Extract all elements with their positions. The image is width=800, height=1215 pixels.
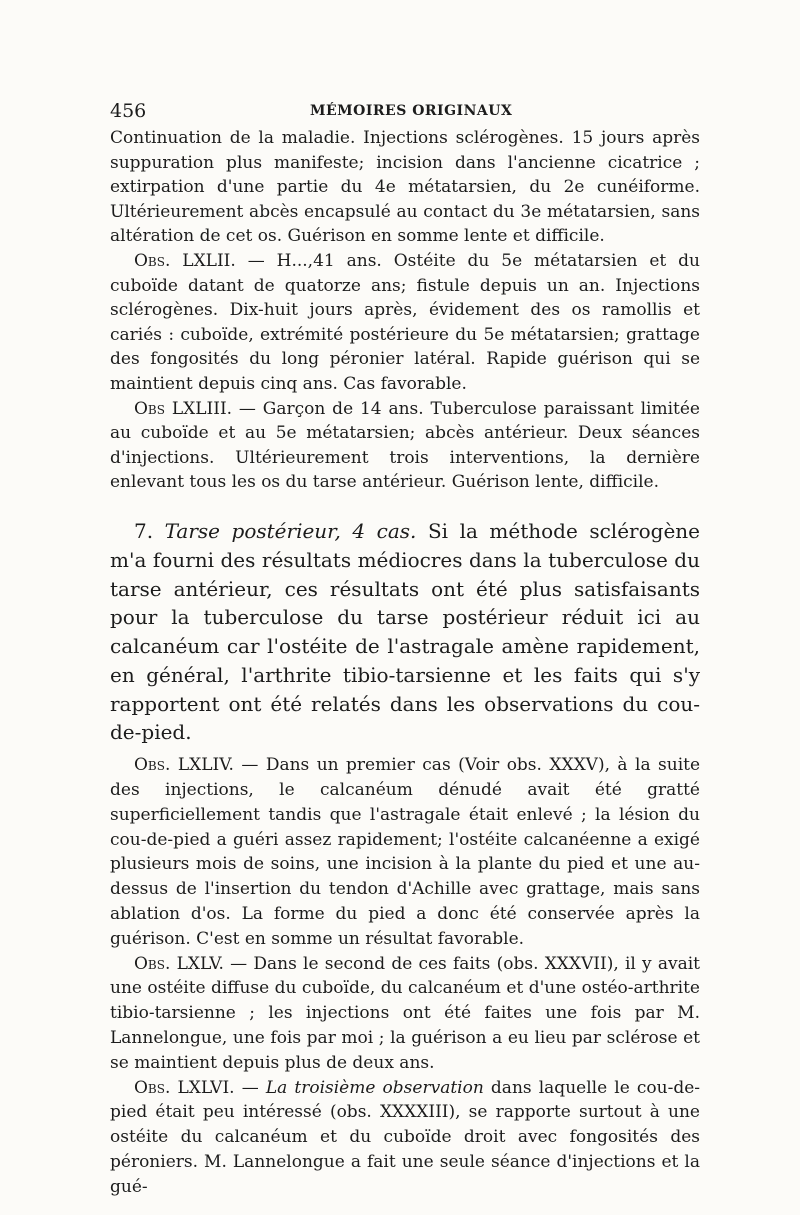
- page-header: [110, 96, 700, 126]
- observation-lxlii: [110, 249, 700, 397]
- paragraph-continuation: [110, 126, 700, 249]
- observation-label: Obs. LXLIV. —: [134, 755, 259, 776]
- observation-label: Obs. LXLV. —: [134, 953, 248, 974]
- observation-lxlv: [110, 952, 700, 1076]
- paragraph-text: Continuation de la maladie. Injections sclérogènes. 15 jours après suppuration plus manifeste; incision dans l'ancienne cicatrice ; extirpation d'une partie du 4e métatarsien, du 2e cunéiforme. Ultérieurement abcès encapsulé au contact du 3e métatarsien, sans altération de cet os. Guérison en somme lente et difficile.: [110, 128, 700, 247]
- section-title: Tarse postérieur, 4 cas.: [164, 518, 417, 543]
- section-paragraph: [110, 517, 700, 747]
- case-notes-top: [110, 126, 700, 495]
- observation-text: dans laquelle le cou-de-pied était peu intéressé (obs. XXXXIII), se rapporte surtout à une ostéite du calcanéum et du cuboïde droit avec fongosités des péroniers. M. Lannelongue a fait une seule séance d'injections et la gué-: [110, 1077, 701, 1197]
- observation-lxliii: [110, 397, 700, 495]
- observation-label: Obs LXLIII. —: [134, 398, 256, 419]
- section-number: 7.: [134, 518, 154, 543]
- observation-text: Garçon de 14 ans. Tuberculose paraissant limitée au cuboïde et au 5e métatarsien; abcès antérieur. Deux séances d'injections. Ultérieurement trois interventions, la dernière enlevant tous les os du tarse antérieur. Guérison lente, difficile.: [110, 398, 700, 493]
- observation-label: Obs. LXLII. —: [134, 250, 265, 271]
- observation-lxliv: [110, 753, 700, 951]
- observation-text: Dans un premier cas (Voir obs. XXXV), à la suite des injections, le calcanéum dénudé avait été gratté superficiellement tandis que l'astragale était enlevé ; la lésion du cou-de-pied a guéri assez rapidement; l'ostéite calcanéenne a exigé plusieurs mois de soins, une incision à la plante du pied et une au-dessus de l'insertion du tendon d'Achille avec grattage, mais sans ablation d'os. La forme du pied a donc été conservée après la guérison. C'est en somme un résultat favorable.: [110, 755, 701, 949]
- page-number: 456: [110, 100, 147, 122]
- observation-italic-lead: La troisième observation: [265, 1077, 484, 1098]
- observation-text: H...,41 ans. Ostéite du 5e métatarsien et du cuboïde datant de quatorze ans; fistule depuis un an. Injections sclérogènes. Dix-huit jours après, évidement des os ramollis et cariés : cuboïde, extrémité postérieure du 5e métatarsien; grattage des fongosités du long péronier latéral. Rapide guérison qui se maintient depuis cinq ans. Cas favorable.: [110, 250, 701, 394]
- running-title: MÉMOIRES ORIGINAUX: [310, 103, 513, 119]
- observation-text: Dans le second de ces faits (obs. XXXVII), il y avait une ostéite diffuse du cuboïde, du calcanéum et d'une ostéo-arthrite tibio-tarsienne ; les injections ont été faites une fois par M. Lannelongue, une fois par moi ; la guérison a eu lieu par sclérose et se maintient depuis plus de deux ans.: [110, 953, 700, 1073]
- section-text: Si la méthode sclérogène m'a fourni des résultats médiocres dans la tuberculose du tarse antérieur, ces résultats ont été plus satisfaisants pour la tuberculose du tarse postérieur réduit ici au calcanéum car l'ostéite de l'astragale amène rapidement, en général, l'arthrite tibio-tarsienne et les faits qui s'y rapportent ont été relatés dans les observations du cou-de-pied.: [110, 518, 700, 745]
- observation-label: Obs. LXLVI. —: [134, 1077, 259, 1098]
- document-page: [110, 96, 700, 1200]
- section-tarse-posterieur: [110, 517, 700, 747]
- case-notes-bottom: [110, 753, 700, 1199]
- observation-lxlvi: [110, 1076, 700, 1200]
